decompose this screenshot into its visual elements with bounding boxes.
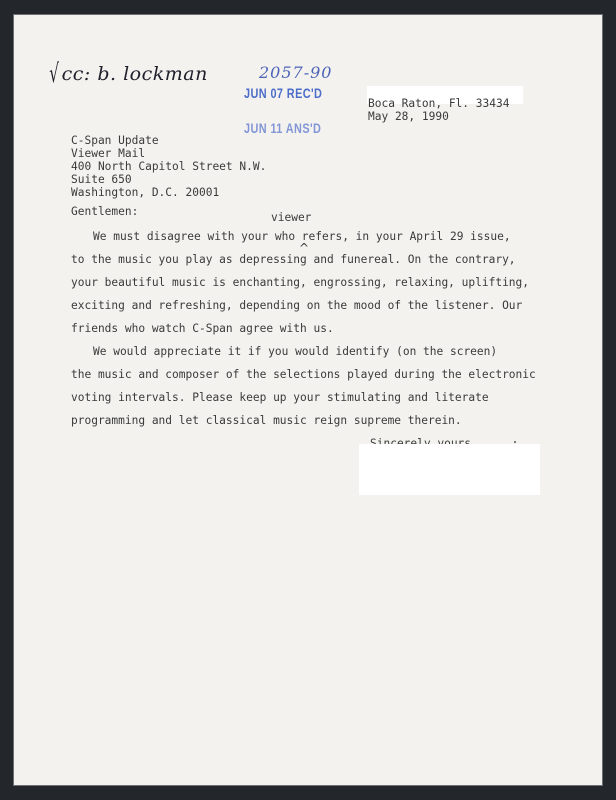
received-stamp: JUN 07 REC'D: [244, 85, 323, 101]
handwritten-insertion: viewer: [271, 211, 312, 224]
body-line-6: We would appreciate it if you would identify (on the screen): [93, 345, 498, 358]
salutation: Gentlemen:: [71, 205, 139, 218]
body-line-9: programming and let classical music reign supreme therein.: [71, 414, 462, 427]
body-line-8: voting intervals. Please keep up your stimulating and literate: [71, 391, 489, 404]
recipient-line-2: Viewer Mail: [71, 147, 146, 160]
recipient-line-3: 400 North Capitol Street N.W.: [71, 160, 267, 173]
recipient-line-5: Washington, D.C. 20001: [71, 186, 220, 199]
recipient-line-4: Suite 650: [71, 173, 132, 186]
letter-date: May 28, 1990: [368, 110, 449, 123]
body-line-2: to the music you play as depressing and funereal. On the contrary,: [71, 253, 516, 266]
sender-city: Boca Raton, Fl. 33434: [368, 97, 510, 110]
letter-page: [13, 14, 603, 786]
redacted-signature-box: [359, 444, 540, 495]
handwritten-cc-note: [48, 59, 208, 89]
recipient-line-1: C-Span Update: [71, 134, 159, 147]
check-mark-icon: √: [49, 59, 60, 89]
body-line-1: We must disagree with your who refers, in your April 29 issue,: [93, 230, 511, 243]
cc-text: cc: b. lockman: [61, 63, 208, 85]
insertion-caret-icon: ^: [299, 241, 310, 255]
answered-stamp: JUN 11 ANS'D: [244, 120, 322, 136]
ink-dot: [514, 441, 516, 443]
body-line-4: exciting and refreshing, depending on the mood of the listener. Our: [71, 299, 523, 312]
body-line-3: your beautiful music is enchanting, engrossing, relaxing, uplifting,: [71, 276, 530, 289]
body-line-5: friends who watch C-Span agree with us.: [71, 322, 334, 335]
stamp-number: 2057-90: [259, 63, 333, 82]
body-line-7: the music and composer of the selections played during the electronic: [71, 368, 536, 381]
